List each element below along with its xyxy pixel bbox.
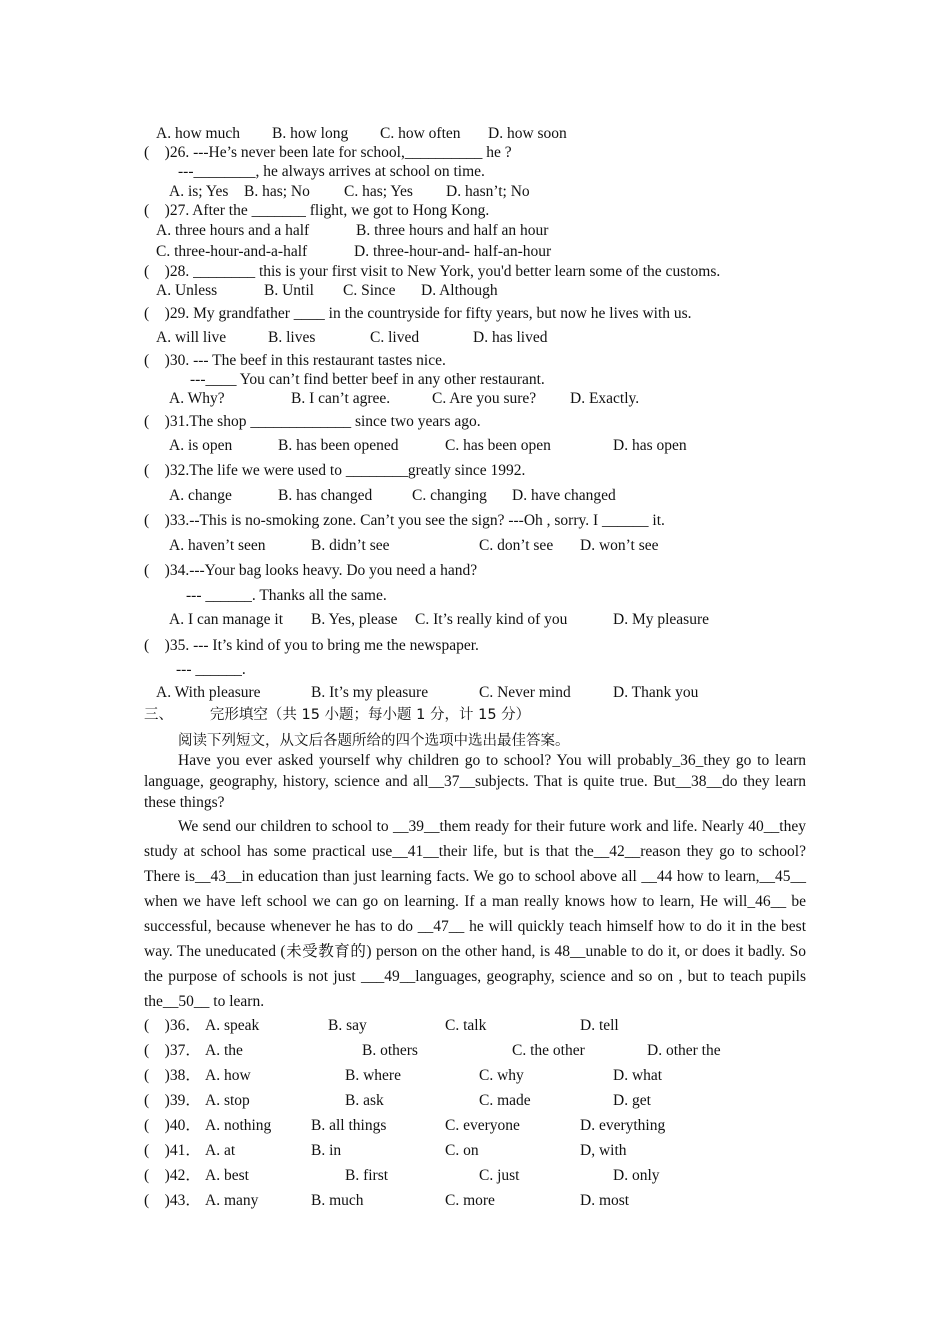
q39-option-d: D. get xyxy=(613,1092,651,1109)
q42-stem: ( )42． xyxy=(144,1167,201,1184)
q42-option-c: C. just xyxy=(479,1167,520,1184)
q31-stem: ( )31.The shop _____________ since two years ago. xyxy=(144,413,481,430)
q32-option-d: D. have changed xyxy=(512,487,616,504)
q32-option-c: C. changing xyxy=(412,487,487,504)
q34-option-a: A. I can manage it xyxy=(169,611,284,628)
q34-option-c: C. It’s really kind of you xyxy=(415,611,568,628)
q28-option-c: C. Since xyxy=(343,282,396,299)
q26-stem: ( )26. ---He’s never been late for school,__________ he ? xyxy=(144,144,512,161)
q26-option-b: B. has; No xyxy=(244,183,310,200)
q31-option-d: D. has open xyxy=(613,437,687,454)
q27-stem: ( )27. After the _______ flight, we got to Hong Kong. xyxy=(144,202,490,219)
q35-option-a: A. With pleasure xyxy=(156,684,261,701)
q43-stem: ( )43． xyxy=(144,1192,201,1209)
q38-option-b: B. where xyxy=(345,1067,401,1084)
q30-stem: ( )30. --- The beef in this restaurant tastes nice. xyxy=(144,352,446,369)
q41-option-b: B. in xyxy=(311,1142,342,1159)
q25-option-b: B. how long xyxy=(272,125,349,142)
q33-option-b: B. didn’t see xyxy=(311,537,390,554)
section-3-heading: 三、 完形填空（共 15 小题；每小题 1 分，计 15 分） xyxy=(144,707,531,723)
q36-stem: ( )36． xyxy=(144,1017,201,1034)
q31-option-b: B. has been opened xyxy=(278,437,399,454)
q36-option-c: C. talk xyxy=(445,1017,487,1034)
q42-option-d: D. only xyxy=(613,1167,660,1184)
passage-p1-text: Have you ever asked yourself why children go to school? You will probably_36_they go to learn language, geography, history, science and all__37__subjects. That is quite true. But__38__do they learn these things? xyxy=(144,752,806,811)
q29-option-c: C. lived xyxy=(370,329,420,346)
q43-option-c: C. more xyxy=(445,1192,495,1209)
q30-option-b: B. I can’t agree. xyxy=(291,390,391,407)
q36-option-d: D. tell xyxy=(580,1017,619,1034)
q41-stem: ( )41． xyxy=(144,1142,201,1159)
q37-option-c: C. the other xyxy=(512,1042,585,1059)
q38-option-d: D. what xyxy=(613,1067,663,1084)
q40-stem: ( )40． xyxy=(144,1117,201,1134)
q39-option-a: A. stop xyxy=(205,1092,250,1109)
q30-option-c: C. Are you sure? xyxy=(432,390,537,407)
q26-stem-reply: ---________, he always arrives at school on time. xyxy=(178,163,485,180)
q34-stem: ( )34.---Your bag looks heavy. Do you need a hand? xyxy=(144,562,478,579)
q43-option-a: A. many xyxy=(205,1192,259,1209)
q28-option-d: D. Although xyxy=(421,282,498,299)
q32-option-b: B. has changed xyxy=(278,487,373,504)
q26-option-a: A. is; Yes xyxy=(169,183,229,200)
q40-option-d: D. everything xyxy=(580,1117,666,1134)
q40-option-b: B. all things xyxy=(311,1117,387,1134)
q30-stem-reply: ---____ You can’t find better beef in any other restaurant. xyxy=(190,371,545,388)
q33-stem: ( )33.--This is no-smoking zone. Can’t you see the sign? ---Oh , sorry. I ______ it. xyxy=(144,512,665,529)
passage-paragraph-1 xyxy=(144,750,806,813)
q39-option-c: C. made xyxy=(479,1092,531,1109)
q39-stem: ( )39． xyxy=(144,1092,201,1109)
q39-option-b: B. ask xyxy=(345,1092,384,1109)
q37-option-a: A. the xyxy=(205,1042,243,1059)
q35-stem: ( )35. --- It’s kind of you to bring me the newspaper. xyxy=(144,637,479,654)
q37-stem: ( )37． xyxy=(144,1042,201,1059)
q28-option-a: A. Unless xyxy=(156,282,218,299)
q28-option-b: B. Until xyxy=(264,282,314,299)
q41-option-c: C. on xyxy=(445,1142,479,1159)
passage-p2-text: We send our children to school to __39__them ready for their future work and life. Nearly 40__they study at school has some practical use__41__their life, but is that the__42__reason they go to school? There is__43__in education than just learning facts. We go to school above all __44 how to learn,__45__ when we have left school we can go on learning. If a man really knows how to learn, He will_46__ be successful, because whenever he has to do __47__ he will quickly teach himself how to do it in the best way. The uneducated (未受教育的) person on the other hand, is 48__unable to do it, or does it badly. So the purpose of schools is not just ___49__languages, geography, science and so on , but to teach pupils the__50__ to learn. xyxy=(144,818,806,1010)
q36-option-a: A. speak xyxy=(205,1017,260,1034)
q37-option-b: B. others xyxy=(362,1042,418,1059)
q38-option-c: C. why xyxy=(479,1067,524,1084)
q34-stem-reply: --- ______. Thanks all the same. xyxy=(186,587,387,604)
q31-option-c: C. has been open xyxy=(445,437,551,454)
q42-option-b: B. first xyxy=(345,1167,389,1184)
passage-paragraph-2 xyxy=(144,814,806,1014)
q30-option-d: D. Exactly. xyxy=(570,390,640,407)
q29-option-d: D. has lived xyxy=(473,329,548,346)
q29-stem: ( )29. My grandfather ____ in the countryside for fifty years, but now he lives with us. xyxy=(144,305,692,322)
q35-option-c: C. Never mind xyxy=(479,684,571,701)
q40-option-c: C. everyone xyxy=(445,1117,520,1134)
q27-option-b: B. three hours and half an hour xyxy=(356,222,549,239)
q25-option-c: C. how often xyxy=(380,125,461,142)
q34-option-b: B. Yes, please xyxy=(311,611,398,628)
q40-option-a: A. nothing xyxy=(205,1117,272,1134)
q43-option-b: B. much xyxy=(311,1192,364,1209)
q37-option-d: D. other the xyxy=(647,1042,721,1059)
q36-option-b: B. say xyxy=(328,1017,367,1034)
q41-option-a: A. at xyxy=(205,1142,236,1159)
q29-option-a: A. will live xyxy=(156,329,227,346)
q29-option-b: B. lives xyxy=(268,329,316,346)
q34-option-d: D. My pleasure xyxy=(613,611,709,628)
q33-option-d: D. won’t see xyxy=(580,537,659,554)
q38-stem: ( )38． xyxy=(144,1067,201,1084)
q32-stem: ( )32.The life we were used to ________greatly since 1992. xyxy=(144,462,526,479)
q30-option-a: A. Why? xyxy=(169,390,225,407)
q35-stem-reply: --- ______. xyxy=(176,661,246,678)
q28-stem: ( )28. ________ this is your first visit to New York, you'd better learn some of the customs. xyxy=(144,263,721,280)
section-3-instruction: 阅读下列短文，从文后各题所给的四个选项中选出最佳答案。 xyxy=(178,733,570,749)
q27-option-c: C. three-hour-and-a-half xyxy=(156,243,308,260)
q33-option-a: A. haven’t seen xyxy=(169,537,266,554)
q26-option-c: C. has; Yes xyxy=(344,183,413,200)
q26-option-d: D. hasn’t; No xyxy=(446,183,530,200)
q35-option-b: B. It’s my pleasure xyxy=(311,684,429,701)
q41-option-d: D, with xyxy=(580,1142,627,1159)
q27-option-d: D. three-hour-and- half-an-hour xyxy=(354,243,552,260)
q27-option-a: A. three hours and a half xyxy=(156,222,310,239)
q31-option-a: A. is open xyxy=(169,437,233,454)
q32-option-a: A. change xyxy=(169,487,232,504)
q38-option-a: A. how xyxy=(205,1067,251,1084)
q25-option-a: A. how much xyxy=(156,125,240,142)
q43-option-d: D. most xyxy=(580,1192,630,1209)
q33-option-c: C. don’t see xyxy=(479,537,554,554)
q42-option-a: A. best xyxy=(205,1167,249,1184)
q35-option-d: D. Thank you xyxy=(613,684,699,701)
q25-option-d: D. how soon xyxy=(488,125,567,142)
